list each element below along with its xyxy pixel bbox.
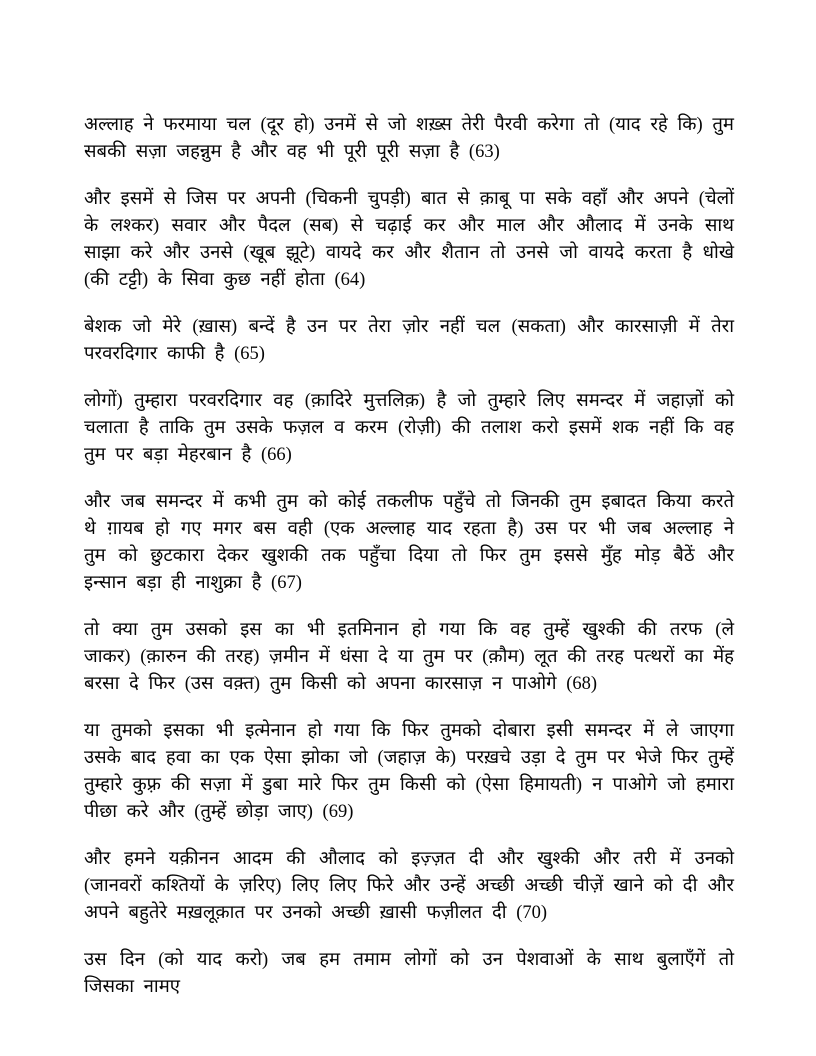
verse-paragraph-67: और जब समन्दर में कभी तुम को कोई तकलीफ पहुँचे तो जिनकी तुम इबादत किया करते थे ग़ायब हो गए मगर बस वही (एक अल्लाह याद रहता है) उस पर भी जब अल्लाह ने तुम को छुटकारा देकर खुशकी तक पहुँचा दिया तो फिर तुम इससे मुँह मोड़ बैठें और इन्सान बड़ा ही नाशुक्रा है (67)	[84, 492, 734, 593]
continuation-paragraph: उस दिन (को याद करो) जब हम तमाम लोगों को उन पेशवाओं के साथ बुलाएँगें तो जिसका नामए	[84, 950, 734, 997]
verse-paragraph-65: बेशक जो मेरे (ख़ास) बन्दें है उन पर तेरा ज़ोर नहीं चल (सकता) और कारसाज़ी में तेरा परवरदिगार काफी है (65)	[84, 317, 734, 364]
verse-paragraph-63: अल्लाह ने फरमाया चल (दूर हो) उनमें से जो शख़्स तेरी पैरवी करेगा तो (याद रहे कि) तुम सबकी सज़ा जहन्नुम है और वह भी पूरी पूरी सज़ा है (63)	[84, 115, 734, 162]
text-block	[84, 112, 734, 1001]
verse-paragraph-70: और हमने यक़ीनन आदम की औलाद को इज़्ज़त दी और खुश्की और तरी में उनको (जानवरों कश्तियों के ज़रिए) लिए लिए फिरे और उन्हें अच्छी अच्छी चीज़ें खाने को दी और अपने बहुतेरे मख़लूक़ात पर उनको अच्छी ख़ासी फज़ीलत दी (70)	[84, 849, 734, 923]
verse-paragraph-66: लोगों) तुम्हारा परवरदिगार वह (क़ादिरे मुत्तलिक़) है जो तुम्हारे लिए समन्दर में जहाज़ों को चलाता है ताकि तुम उसके फज़ल व करम (रोज़ी) की तलाश करो इसमें शक नहीं कि वह तुम पर बड़ा मेहरबान है (66)	[84, 391, 734, 465]
verse-paragraph-69: या तुमको इसका भी इत्मेनान हो गया कि फिर तुमको दोबारा इसी समन्दर में ले जाएगा उसके बाद हवा का एक ऐसा झोका जो (जहाज़ के) परख़चे उड़ा दे तुम पर भेजे फिर तुम्हें तुम्हारे कुफ़्र की सज़ा में डुबा मारे फिर तुम किसी को (ऐसा हिमायती) न पाओगे जो हमारा पीछा करे और (तुम्हें छोड़ा जाए) (69)	[84, 721, 734, 822]
verse-paragraph-64: और इसमें से जिस पर अपनी (चिकनी चुपड़ी) बात से क़ाबू पा सके वहाँ और अपने (चेलों के लश्कर) सवार और पैदल (सब) से चढ़ाई कर और माल और औलाद में उनके साथ साझा करे और उनसे (खूब झूटे) वायदे कर और शैतान तो उनसे जो वायदे करता है धोखे (की टट्टी) के सिवा कुछ नहीं होता (64)	[84, 189, 734, 290]
verse-paragraph-68: तो क्या तुम उसको इस का भी इतमिनान हो गया कि वह तुम्हें खुश्की की तरफ (ले जाकर) (क़ारुन की तरह) ज़मीन में धंसा दे या तुम पर (क़ौम) लूत की तरह पत्थरों का मेंह बरसा दे फिर (उस वक़्त) तुम किसी को अपना कारसाज़ न पाओगे (68)	[84, 620, 734, 694]
